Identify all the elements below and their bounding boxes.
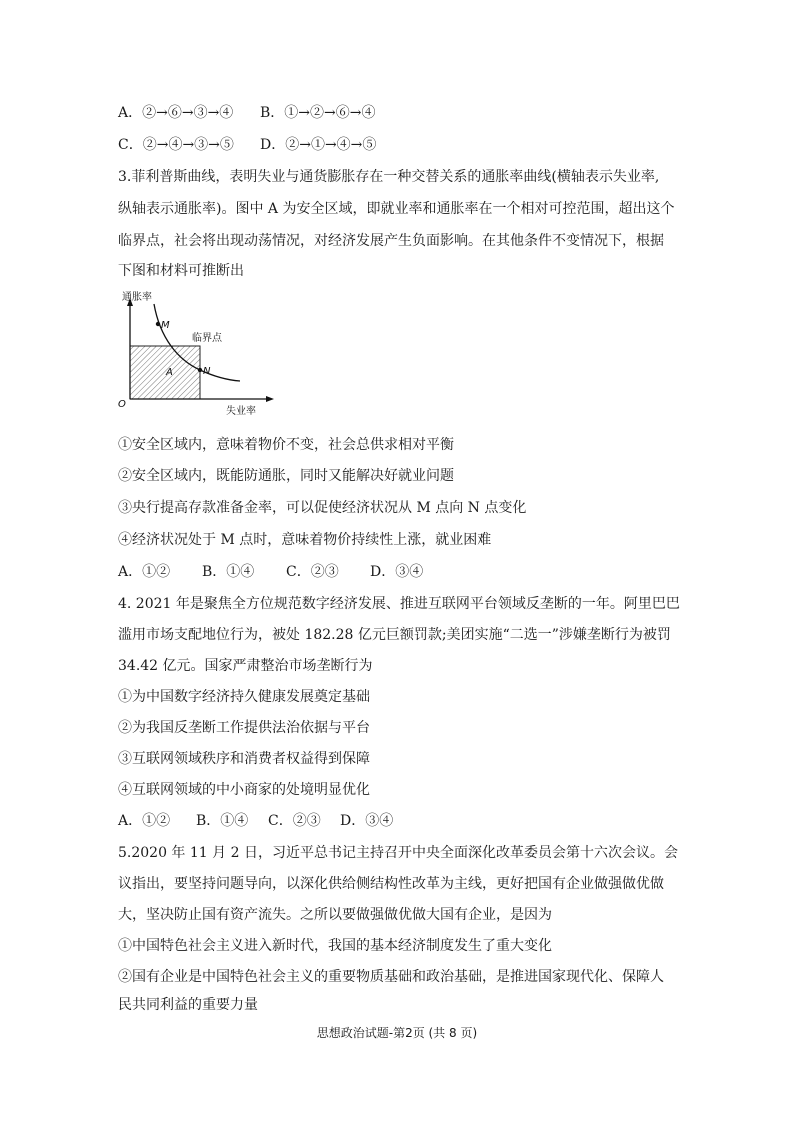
q2-option-d: D．②→①→④→⑤ [260,137,377,153]
q3-item-2: ②安全区域内，既能防通胀，同时又能解决好就业问题 [118,468,454,484]
q4-option-d: D．③④ [340,813,394,829]
q4-options [118,812,393,830]
q4-option-a: A．①② [118,813,171,829]
q5-stem-line-3: 大，坚决防止国有资产流失。之所以要做强做优做大国有企业，是因为 [118,907,552,923]
phillips-curve-figure [118,288,278,423]
critical-point-label: 临界点 [192,333,222,344]
q3-option-c: C．②③ [286,564,339,580]
q3-stem-line-2: 纵轴表示通胀率)。图中 A 为安全区域，即就业率和通胀率在一个相对可控范围，超出这个 [118,201,675,217]
phillips-curve-svg [118,288,278,423]
q4-stem-line-3: 34.42 亿元。国家严肃整治市场垄断行为 [118,658,373,674]
q3-options [118,563,423,581]
q4-item-1: ①为中国数字经济持久健康发展奠定基础 [118,689,370,705]
q4-option-b: B．①④ [196,813,249,829]
q3-option-a: A．①② [118,564,171,580]
q3-stem-line-4: 下图和材料可推断出 [118,263,244,279]
q5-stem-line-1: 5.2020 年 11 月 2 日，习近平总书记主持召开中央全面深化改革委员会第十六次会议。会 [118,845,678,861]
area-label: A [166,367,173,378]
point-n-label: N [203,366,211,377]
origin-label: O [118,399,126,410]
page-footer: 思想政治试题-第2页 (共 8 页) [316,1026,478,1040]
q5-item-2-line-2: 民共同利益的重要力量 [118,997,258,1013]
y-axis-label: 通胀率 [122,292,152,303]
q4-stem-line-2: 滥用市场支配地位行为，被处 182.28 亿元巨额罚款;美团实施“二选一”涉嫌垄断行为被罚 [118,627,671,643]
q5-item-2-line-1: ②国有企业是中国特色社会主义的重要物质基础和政治基础，是推进国家现代化、保障人 [118,969,664,985]
q3-item-3: ③央行提高存款准备金率，可以促使经济状况从 M 点向 N 点变化 [118,500,527,516]
q4-item-3: ③互联网领域秩序和消费者权益得到保障 [118,751,370,767]
q2-option-c: C．②→④→③→⑤ [118,137,234,153]
q4-item-4: ④互联网领域的中小商家的处境明显优化 [118,782,370,798]
q4-item-2: ②为我国反垄断工作提供法治依据与平台 [118,720,370,736]
safe-area-region [130,346,200,399]
q3-stem-line-3: 临界点，社会将出现动荡情况，对经济发展产生负面影响。在其他条件不变情况下，根据 [118,233,664,249]
q4-stem-line-1: 4. 2021 年是聚焦全方位规范数字经济发展、推进互联网平台领域反垄断的一年。阿里巴巴 [118,596,680,612]
x-axis-arrow [266,396,274,402]
q3-option-b: B．①④ [202,564,255,580]
point-m-dot [156,322,160,326]
q2-option-a: A．②→⑥→③→④ [118,105,234,121]
x-axis-label: 失业率 [226,406,256,417]
q3-item-4: ④经济状况处于 M 点时，意味着物价持续性上涨，就业困难 [118,532,492,548]
q2-options-row1 [118,104,375,122]
point-m-label: M [161,320,170,331]
q3-stem-line-1: 3.菲利普斯曲线，表明失业与通货膨胀存在一种交替关系的通胀率曲线(横轴表示失业率, [118,169,660,185]
q5-item-1: ①中国特色社会主义进入新时代，我国的基本经济制度发生了重大变化 [118,938,552,954]
q3-item-1: ①安全区域内，意味着物价不变，社会总供求相对平衡 [118,437,454,453]
q5-stem-line-2: 议指出，要坚持问题导向，以深化供给侧结构性改革为主线，更好把国有企业做强做优做 [118,876,664,892]
q2-option-b: B．①→②→⑥→④ [260,105,376,121]
q4-option-c: C．②③ [268,813,321,829]
q2-options-row2 [118,136,376,154]
point-n-dot [198,368,202,372]
q3-option-d: D．③④ [370,564,424,580]
